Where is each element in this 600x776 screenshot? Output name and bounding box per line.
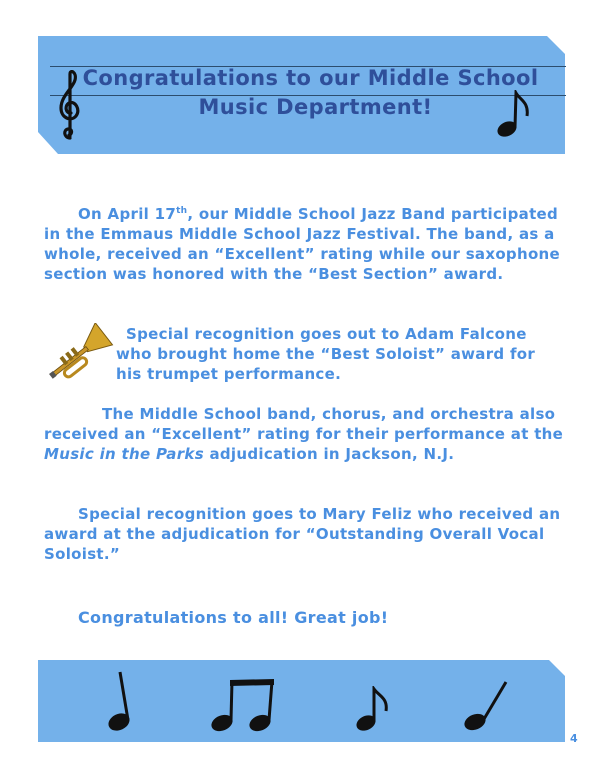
beamed-notes-icon — [210, 676, 282, 732]
page-number: 4 — [570, 732, 578, 745]
title-line-1: Congratulations to our Middle School — [82, 66, 539, 90]
closing-text: Congratulations to all! Great job! — [78, 608, 389, 627]
page-title — [58, 64, 563, 122]
p2-text: Special recognition goes out to Adam Falcone who brought home the “Best Soloist” award for his trumpet performance. — [116, 325, 536, 383]
paragraph-jazz-festival — [44, 204, 564, 284]
p3-text-b: adjudication in Jackson, N.J. — [203, 445, 455, 463]
p3-event-name: Music in the Parks — [44, 445, 204, 463]
quarter-note-icon — [462, 680, 514, 732]
eighth-note-icon — [494, 90, 534, 138]
p1-superscript: th — [176, 206, 188, 216]
paragraph-soloist — [116, 324, 566, 384]
eighth-note-icon — [354, 686, 392, 732]
closing-line — [44, 608, 564, 628]
paragraph-music-in-parks — [44, 404, 564, 464]
quarter-note-icon — [106, 670, 140, 732]
p4-text: Special recognition goes to Mary Feliz who received an award at the adjudication for “Outstanding Overall Vocal Soloist.” — [44, 505, 561, 563]
trumpet-icon — [46, 323, 118, 399]
paragraph-vocal-soloist — [44, 504, 564, 564]
title-line-2: Music Department! — [198, 95, 433, 119]
p1-text-a: On April 17 — [78, 205, 177, 223]
p3-text-a: The Middle School band, chorus, and orchestra also received an “Excellent” rating for their performance at the — [44, 405, 564, 443]
p1-text-b: , our Middle School Jazz Band participated in the Emmaus Middle School Jazz Festival. The band, as a whole, received an “Excellent” rating while our saxophone section was honored with the “Best Section” award. — [44, 205, 561, 283]
